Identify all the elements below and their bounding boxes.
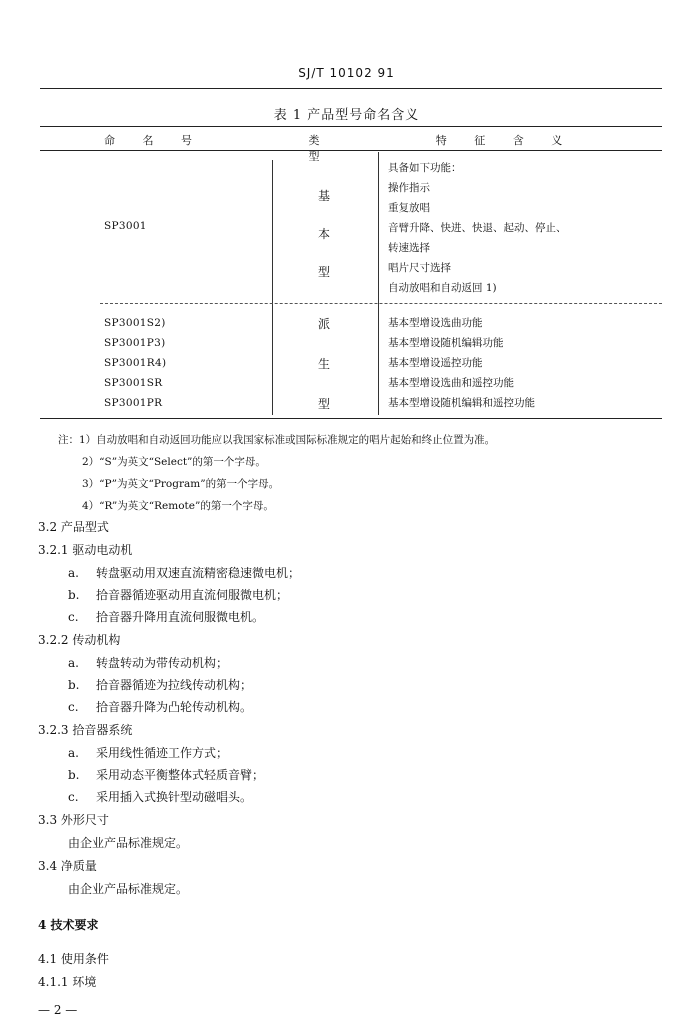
type-char-basic-2: 本: [318, 227, 331, 241]
section-heading: 4.1 使用条件: [38, 952, 109, 966]
standard-code-header: SJ/T 10102 91: [298, 66, 395, 80]
feature-line: 操作指示: [388, 182, 430, 194]
type-char-basic-3: 型: [318, 265, 331, 279]
column-divider-1: [272, 160, 273, 415]
feature-line: 转速选择: [388, 242, 430, 254]
feature-line: 基本型增设随机编辑功能: [388, 337, 504, 349]
paragraph: 由企业产品标准规定。: [68, 836, 189, 850]
type-char-derived-2: 生: [318, 357, 331, 371]
header-rule: [40, 88, 662, 89]
list-item: a. 采用线性循迹工作方式；: [68, 746, 229, 760]
list-item: b. 采用动态平衡整体式轻质音臂；: [68, 768, 265, 782]
feature-line: 重复放唱: [388, 202, 430, 214]
feature-line: 基本型增设遥控功能: [388, 357, 483, 369]
list-item: c. 拾音器升降用直流伺服微电机。: [68, 610, 265, 624]
model-derived: SP3001P3): [104, 337, 166, 349]
chapter-heading: 4 技术要求: [38, 918, 99, 932]
list-item: b. 拾音器循迹为拉线传动机构；: [68, 678, 253, 692]
column-header-features: 特 征 含 义: [435, 134, 575, 147]
list-item: a. 转盘驱动用双速直流精密稳速微电机；: [68, 566, 301, 580]
model-derived: SP3001S2): [104, 317, 166, 329]
column-header-model: 命 名 号: [104, 134, 204, 147]
table-note: 注：1）自动放唱和自动返回功能应以我国家标准或国际标准规定的唱片起始和终止位置为准。: [58, 434, 496, 446]
table-header-rule: [40, 150, 662, 151]
column-divider-2: [378, 152, 379, 415]
table-note: 2）“S”为英文“Select”的第一个字母。: [82, 456, 266, 468]
type-char-basic-1: 基: [318, 189, 331, 203]
list-item: a. 转盘转动为带传动机构；: [68, 656, 229, 670]
type-char-derived-3: 型: [318, 397, 331, 411]
table-note: 3）“P”为英文“Program”的第一个字母。: [82, 478, 280, 490]
list-item: c. 采用插入式换针型动磁唱头。: [68, 790, 253, 804]
feature-line: 基本型增设随机编辑和遥控功能: [388, 397, 535, 409]
list-item: b. 拾音器循迹驱动用直流伺服微电机；: [68, 588, 289, 602]
feature-line: 具备如下功能：: [388, 162, 462, 174]
section-heading: 3.2.3 拾音器系统: [38, 723, 133, 737]
model-derived: SP3001SR: [104, 377, 163, 389]
section-heading: 3.2.1 驱动电动机: [38, 543, 133, 557]
section-heading: 3.2.2 传动机构: [38, 633, 121, 647]
feature-line: 基本型增设选曲功能: [388, 317, 483, 329]
section-heading: 3.3 外形尺寸: [38, 813, 109, 827]
table-title: 表 1 产品型号命名含义: [273, 108, 420, 123]
section-heading: 4.1.1 环境: [38, 975, 97, 989]
feature-line: 基本型增设选曲和遥控功能: [388, 377, 514, 389]
section-heading: 3.2 产品型式: [38, 520, 109, 534]
column-header-type: 类 型: [308, 134, 332, 163]
list-item: c. 拾音器升降为凸轮传动机构。: [68, 700, 253, 714]
feature-line: 音臂升降、快进、快退、起动、停止、: [388, 222, 567, 234]
feature-line: 自动放唱和自动返回 1): [388, 282, 497, 294]
page-number: — 2 —: [38, 1003, 78, 1017]
type-char-derived-1: 派: [318, 317, 331, 331]
table-top-rule: [40, 126, 662, 127]
feature-line: 唱片尺寸选择: [388, 262, 451, 274]
model-basic: SP3001: [104, 220, 147, 232]
table-bottom-rule: [40, 418, 662, 419]
model-derived: SP3001R4): [104, 357, 167, 369]
section-heading: 3.4 净质量: [38, 859, 97, 873]
paragraph: 由企业产品标准规定。: [68, 882, 189, 896]
model-derived: SP3001PR: [104, 397, 163, 409]
section-divider: [100, 303, 662, 304]
table-note: 4）“R”为英文“Remote”的第一个字母。: [82, 500, 274, 512]
